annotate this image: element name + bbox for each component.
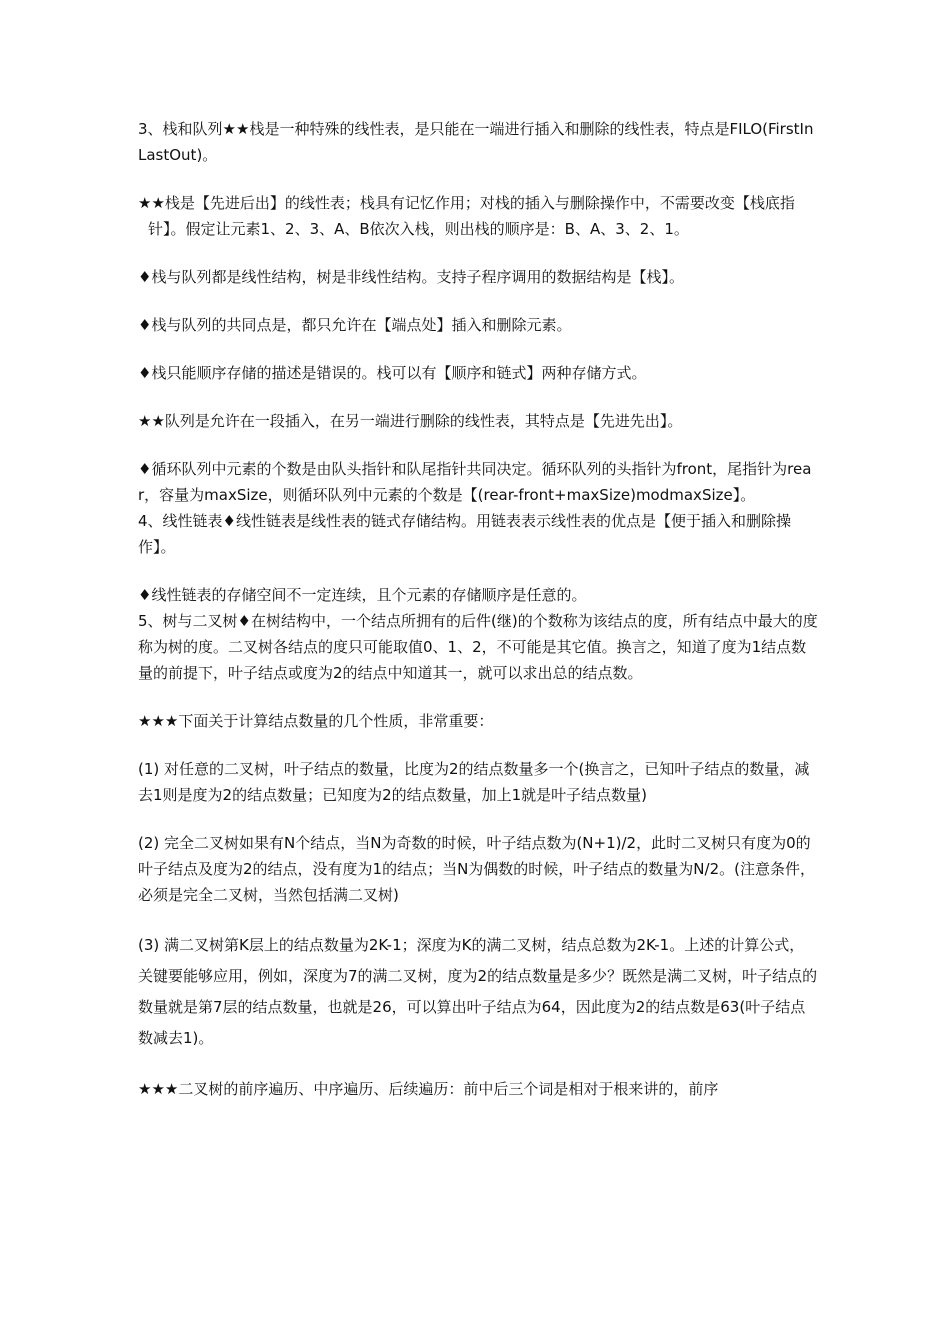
paragraph-traversal: ★★★二叉树的前序遍历、中序遍历、后续遍历：前中后三个词是相对于根来讲的，前序 — [138, 1080, 719, 1098]
paragraph-property-2: (2) 完全二叉树如果有N个结点，当N为奇数的时候，叶子结点数为(N+1)/2，此时二叉树只有度为0的叶子结点及度为2的结点，没有度为1的结点；当N为偶数的时候，叶子结点的数量为N/2。(注意条件，必须是完全二叉树，当然包括满二叉树) — [138, 834, 815, 904]
paragraph-stack-queue-intro: 3、栈和队列★★栈是一种特殊的线性表，是只能在一端进行插入和删除的线性表，特点是FILO(FirstInLastOut)。 — [138, 120, 814, 164]
paragraph-stack-filo: ★★栈是【先进后出】的线性表；栈具有记忆作用；对栈的插入与删除操作中，不需要改变【栈底指针】。假定让元素1、2、3、A、B依次入栈，则出栈的顺序是：B、A、3、2、1。 — [138, 194, 795, 238]
paragraph-node-properties-heading: ★★★下面关于计算结点数量的几个性质，非常重要： — [138, 712, 494, 730]
paragraph-linear-structure: ♦栈与队列都是线性结构，树是非线性结构。支持子程序调用的数据结构是【栈】。 — [138, 268, 684, 286]
paragraph-property-3: (3) 满二叉树第K层上的结点数量为2K-1；深度为K的满二叉树，结点总数为2K-1。上述的计算公式，关键要能够应用，例如，深度为7的满二叉树，度为2的结点数量是多少？既然是满二叉树，叶子结点的数量就是第7层的结点数量，也就是26，可以算出叶子结点为64，因此度为2的结点数是63(叶子结点数减去1)。 — [138, 936, 818, 1047]
paragraph-tree-binary-tree: 5、树与二叉树♦在树结构中，一个结点所拥有的后件(继)的个数称为该结点的度，所有结点中最大的度称为树的度。二叉树各结点的度只可能取值0、1、2，不可能是其它值。换言之，知道了度为1结点数量的前提下，叶子结点或度为2的结点中知道其一，就可以求出总的结点数。 — [138, 612, 818, 682]
paragraph-common-point: ♦栈与队列的共同点是，都只允许在【端点处】插入和删除元素。 — [138, 316, 572, 334]
paragraph-linked-list: 4、线性链表♦线性链表是线性表的链式存储结构。用链表表示线性表的优点是【便于插入和删除操作】。 — [138, 512, 791, 556]
paragraph-queue-fifo: ★★队列是允许在一段插入，在另一端进行删除的线性表，其特点是【先进先出】。 — [138, 412, 683, 430]
document-body — [138, 116, 818, 1102]
paragraph-property-1: (1) 对任意的二叉树，叶子结点的数量，比度为2的结点数量多一个(换言之，已知叶子结点的数量，减去1则是度为2的结点数量；已知度为2的结点数量，加上1就是叶子结点数量) — [138, 760, 810, 804]
paragraph-circular-queue: ♦循环队列中元素的个数是由队头指针和队尾指针共同决定。循环队列的头指针为front，尾指针为rear，容量为maxSize，则循环队列中元素的个数是【(rear-front+maxSize)modmaxSize】。 — [138, 460, 812, 504]
paragraph-stack-storage: ♦栈只能顺序存储的描述是错误的。栈可以有【顺序和链式】两种存储方式。 — [138, 364, 647, 382]
paragraph-linked-list-storage: ♦线性链表的存储空间不一定连续，且个元素的存储顺序是任意的。 — [138, 586, 587, 604]
